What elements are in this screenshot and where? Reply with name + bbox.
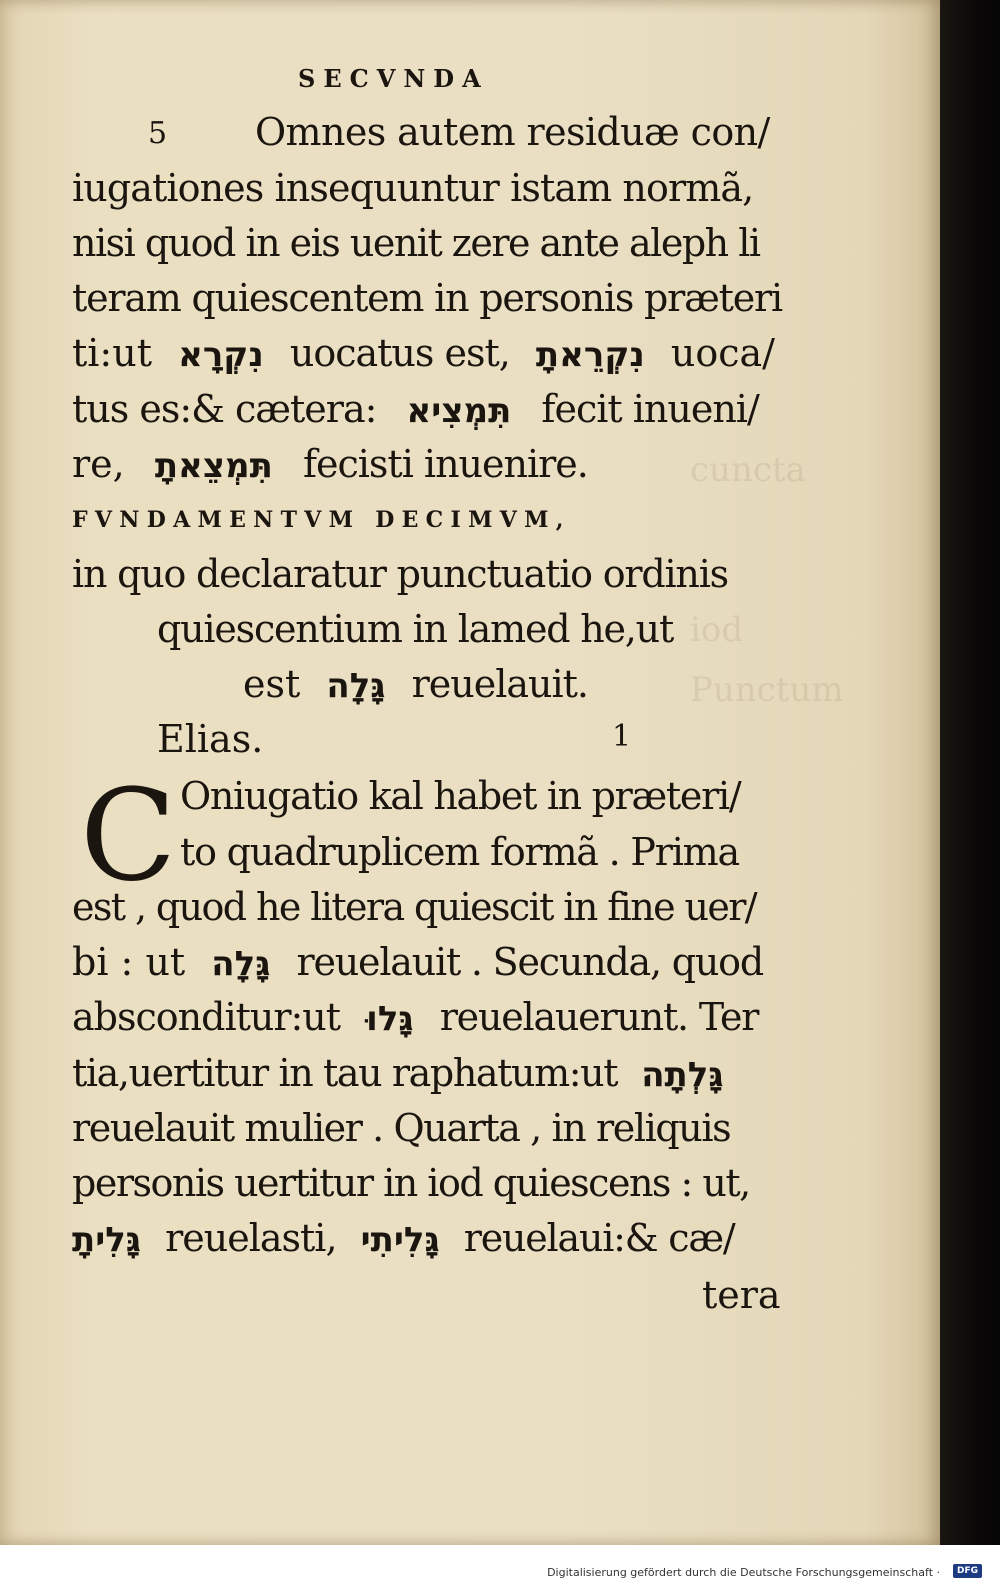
latin-text: fecit inueni/ bbox=[541, 387, 759, 431]
hebrew-word: גָּלְתָה bbox=[641, 1055, 724, 1095]
text-line-5 bbox=[72, 331, 775, 375]
latin-text: reuelauit. bbox=[411, 662, 588, 706]
section-number: 5 bbox=[148, 116, 168, 151]
latin-text: est bbox=[243, 662, 301, 706]
text-line-6 bbox=[72, 387, 759, 431]
heading-line-2: quiescentium in lamed he,ut bbox=[157, 607, 674, 651]
running-head: SECVNDA bbox=[298, 64, 489, 93]
hebrew-word: גָּלִיתִי bbox=[360, 1220, 440, 1260]
hebrew-word: גָּלוּ bbox=[366, 999, 414, 1039]
text-line-3: nisi quod in eis uenit zere ante aleph li bbox=[72, 221, 760, 265]
latin-text: reuelauit . Secunda, quod bbox=[296, 940, 763, 984]
latin-text: absconditur:ut bbox=[72, 995, 341, 1039]
section-heading: FVNDAMENTVM DECIMVM, bbox=[72, 507, 571, 533]
text-line-4: teram quiescentem in personis præteri bbox=[72, 276, 782, 320]
hebrew-word: נִקְרָא bbox=[178, 335, 264, 375]
body-line-4 bbox=[72, 940, 763, 984]
hebrew-word: גָּלָה bbox=[211, 944, 271, 984]
show-through-text: iod bbox=[690, 610, 744, 650]
drop-cap-initial: C bbox=[80, 762, 177, 909]
catchword: tera bbox=[702, 1273, 781, 1317]
show-through-text: cuncta bbox=[690, 450, 806, 490]
heading-line-1: in quo declaratur punctuatio ordinis bbox=[72, 552, 728, 596]
body-line-9 bbox=[72, 1216, 735, 1260]
text-line-2: iugationes insequuntur istam normã, bbox=[72, 166, 754, 210]
page-edge-shadow bbox=[940, 0, 1000, 1545]
latin-text: fecisti inuenire. bbox=[302, 442, 588, 486]
body-line-8: personis uertitur in iod quiescens : ut, bbox=[72, 1161, 750, 1205]
heading-line-3 bbox=[243, 662, 588, 706]
latin-text: uocatus est, bbox=[289, 331, 510, 375]
latin-text: tus es:& cætera: bbox=[72, 387, 377, 431]
latin-text: reuelaui:& cæ/ bbox=[463, 1216, 735, 1260]
latin-text: bi : ut bbox=[72, 940, 186, 984]
rule-number: 1 bbox=[612, 719, 632, 754]
body-line-7: reuelauit mulier . Quarta , in reliquis bbox=[72, 1106, 731, 1150]
hebrew-word: גָּלָה bbox=[326, 666, 386, 706]
latin-text: tia,uertitur in tau raphatum:ut bbox=[72, 1051, 618, 1095]
latin-text: reuelasti, bbox=[165, 1216, 337, 1260]
hebrew-word: תִּמְצֵאתָ bbox=[154, 446, 273, 486]
text-line-1: Omnes autem residuæ con/ bbox=[255, 110, 770, 154]
hebrew-word: תִּמְצִיא bbox=[406, 391, 512, 431]
latin-text: reuelauerunt. Ter bbox=[439, 995, 759, 1039]
body-line-6 bbox=[72, 1051, 724, 1095]
hebrew-word: גָּלִיתָ bbox=[72, 1220, 141, 1260]
author-label: Elias. bbox=[157, 717, 264, 761]
show-through-text: Punctum bbox=[690, 670, 844, 710]
body-line-5 bbox=[72, 995, 759, 1039]
dfg-logo: DFG bbox=[953, 1564, 982, 1578]
body-line-3: est , quod he litera quiescit in fine uer/ bbox=[72, 885, 757, 929]
latin-text: ti:ut bbox=[72, 331, 152, 375]
body-line-2: to quadruplicem formã . Prima bbox=[180, 830, 739, 874]
text-line-7 bbox=[72, 442, 588, 486]
hebrew-word: נִקְרֵאתָ bbox=[535, 335, 645, 375]
latin-text: uoca/ bbox=[670, 331, 775, 375]
latin-text: re, bbox=[72, 442, 125, 486]
body-line-1: Oniugatio kal habet in præteri/ bbox=[180, 774, 741, 818]
digitization-credit: Digitalisierung gefördert durch die Deutsche Forschungsgemeinschaft · bbox=[547, 1566, 940, 1579]
